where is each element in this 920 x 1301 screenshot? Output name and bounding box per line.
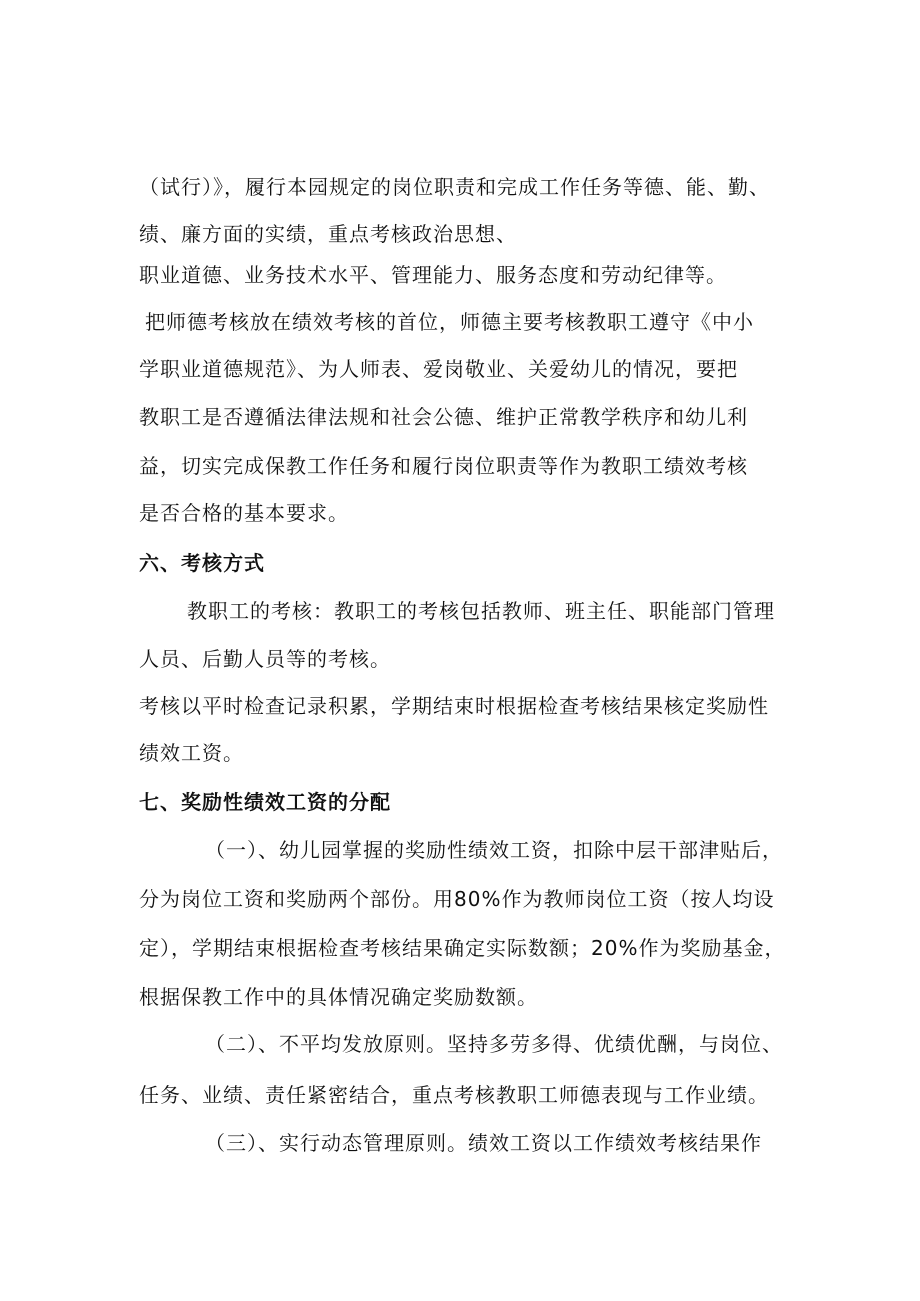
section-heading-bonus-distribution: 七、奖励性绩效工资的分配	[139, 790, 391, 814]
paragraph-line: 绩、廉方面的实绩，重点考核政治思想、	[139, 222, 517, 246]
paragraph-line: （三）、实行动态管理原则。绩效工资以工作绩效考核结果作	[205, 1131, 762, 1155]
paragraph-line: 是否合格的基本要求。	[139, 501, 349, 525]
paragraph-line: （二）、不平均发放原则。坚持多劳多得、优绩优酬，与岗位、	[205, 1032, 783, 1056]
paragraph-line: 根据保教工作中的具体情况确定奖励数额。	[139, 985, 538, 1009]
paragraph-line: 职业道德、业务技术水平、管理能力、服务态度和劳动纪律等。	[139, 263, 727, 287]
paragraph-line: 考核以平时检查记录积累，学期结束时根据检查考核结果核定奖励性	[139, 694, 769, 718]
paragraph-line: 教职工是否遵循法律法规和社会公德、维护正常教学秩序和幼儿利	[139, 405, 748, 429]
paragraph-line: （一）、幼儿园掌握的奖励性绩效工资，扣除中层干部津贴后，	[205, 838, 783, 862]
paragraph-line: 定），学期结束根据检查考核结果确定实际数额；20%作为奖励基金，	[139, 936, 786, 960]
paragraph-line: 益，切实完成保教工作任务和履行岗位职责等作为教职工绩效考核	[139, 454, 748, 478]
paragraph-line: 把师德考核放在绩效考核的首位，师德主要考核教职工遵守《中小	[145, 310, 754, 334]
section-heading-assessment-method: 六、考核方式	[139, 551, 265, 575]
paragraph-line: 学职业道德规范》、为人师表、爱岗敬业、关爱幼儿的情况，要把	[139, 357, 738, 381]
paragraph-line: 任务、业绩、责任紧密结合，重点考核教职工师德表现与工作业绩。	[139, 1083, 769, 1107]
paragraph-line: 教职工的考核：教职工的考核包括教师、班主任、职能部门管理	[187, 599, 775, 623]
paragraph-line: 分为岗位工资和奖励两个部份。用80%作为教师岗位工资（按人均设	[139, 887, 775, 911]
paragraph-line: （试行）》，履行本园规定的岗位职责和完成工作任务等德、能、勤、	[139, 175, 770, 199]
paragraph-line: 人员、后勤人员等的考核。	[139, 647, 391, 671]
paragraph-line: 绩效工资。	[139, 741, 244, 765]
